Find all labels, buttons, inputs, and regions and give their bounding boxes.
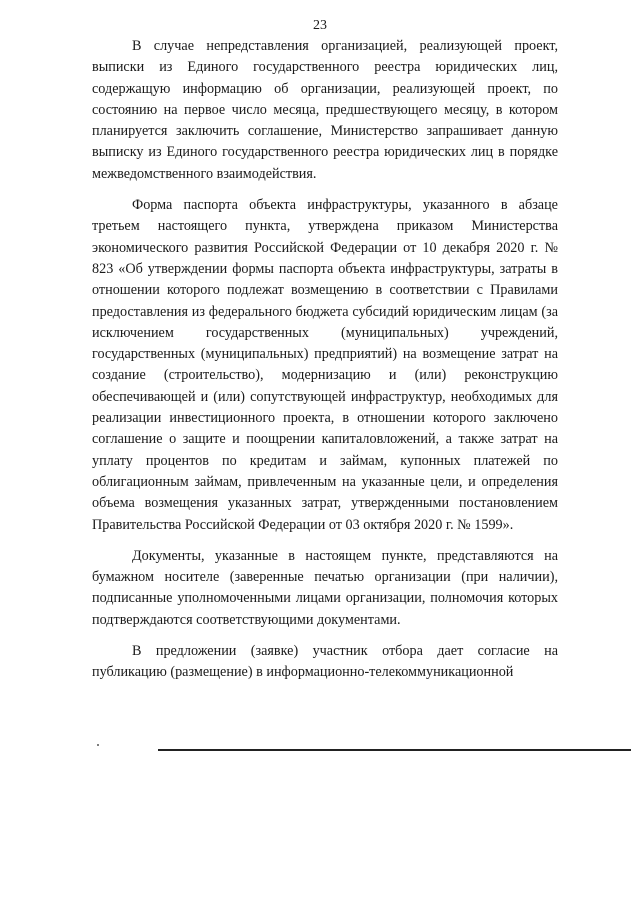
paragraph-consent: В предложении (заявке) участник отбора дает согласие на публикацию (размещение) в информационно-телекоммуникационной	[92, 643, 558, 681]
paragraph-egrul-extract: В случае непредставления организацией, реализующей проект, выписки из Единого государственного реестра юридических лиц, содержащую информацию об организации, реализующей проект, по состоянию на первое число месяца, предшествующего месяцу, в котором планируется заключить соглашение, Министерство запрашивает данную выписку из Единого государственного реестра юридических лиц в порядке межведомственного взаимодействия.	[92, 38, 558, 182]
paragraph-documents: Документы, указанные в настоящем пункте, представляются на бумажном носителе (заверенные печатью организации (при наличии), подписанные уполномоченными лицами организации, полномочия которых подтверждаются соответствующими документами.	[92, 547, 558, 628]
scan-edge-line	[158, 749, 631, 751]
page-number: 23	[313, 18, 327, 33]
paragraph-passport-form: Форма паспорта объекта инфраструктуры, указанного в абзаце третьем настоящего пункта, утверждена приказом Министерства экономического развития Российской Федерации от 10 декабря 2020 г. № 823 «Об утверждении формы паспорта объекта инфраструктуры, затраты в отношении которого подлежат возмещению в соответствии с Правилами предоставления из федерального бюджета субсидий юридическим лицам (за исключением государственных (муниципальных) учреждений, государственных (муниципальных) предприятий) на возмещение затрат на создание (строительство), модернизацию и (или) реконструкцию обеспечивающей и (или) сопутствующей инфраструктур, необходимых для реализации инвестиционного проекта, в отношении которого заключено соглашение о защите и поощрении капиталовложений, а также затрат на уплату процентов по кредитам и займам, купонных платежей по облигационным займам, привлеченным на указанные цели, и определения объема возмещения указанных затрат, утвержденными постановлением Правительства Российской Федерации от 03 октября 2020 г. № 1599».	[92, 197, 558, 533]
scan-artifact-dot	[97, 744, 99, 746]
document-body	[92, 36, 558, 694]
